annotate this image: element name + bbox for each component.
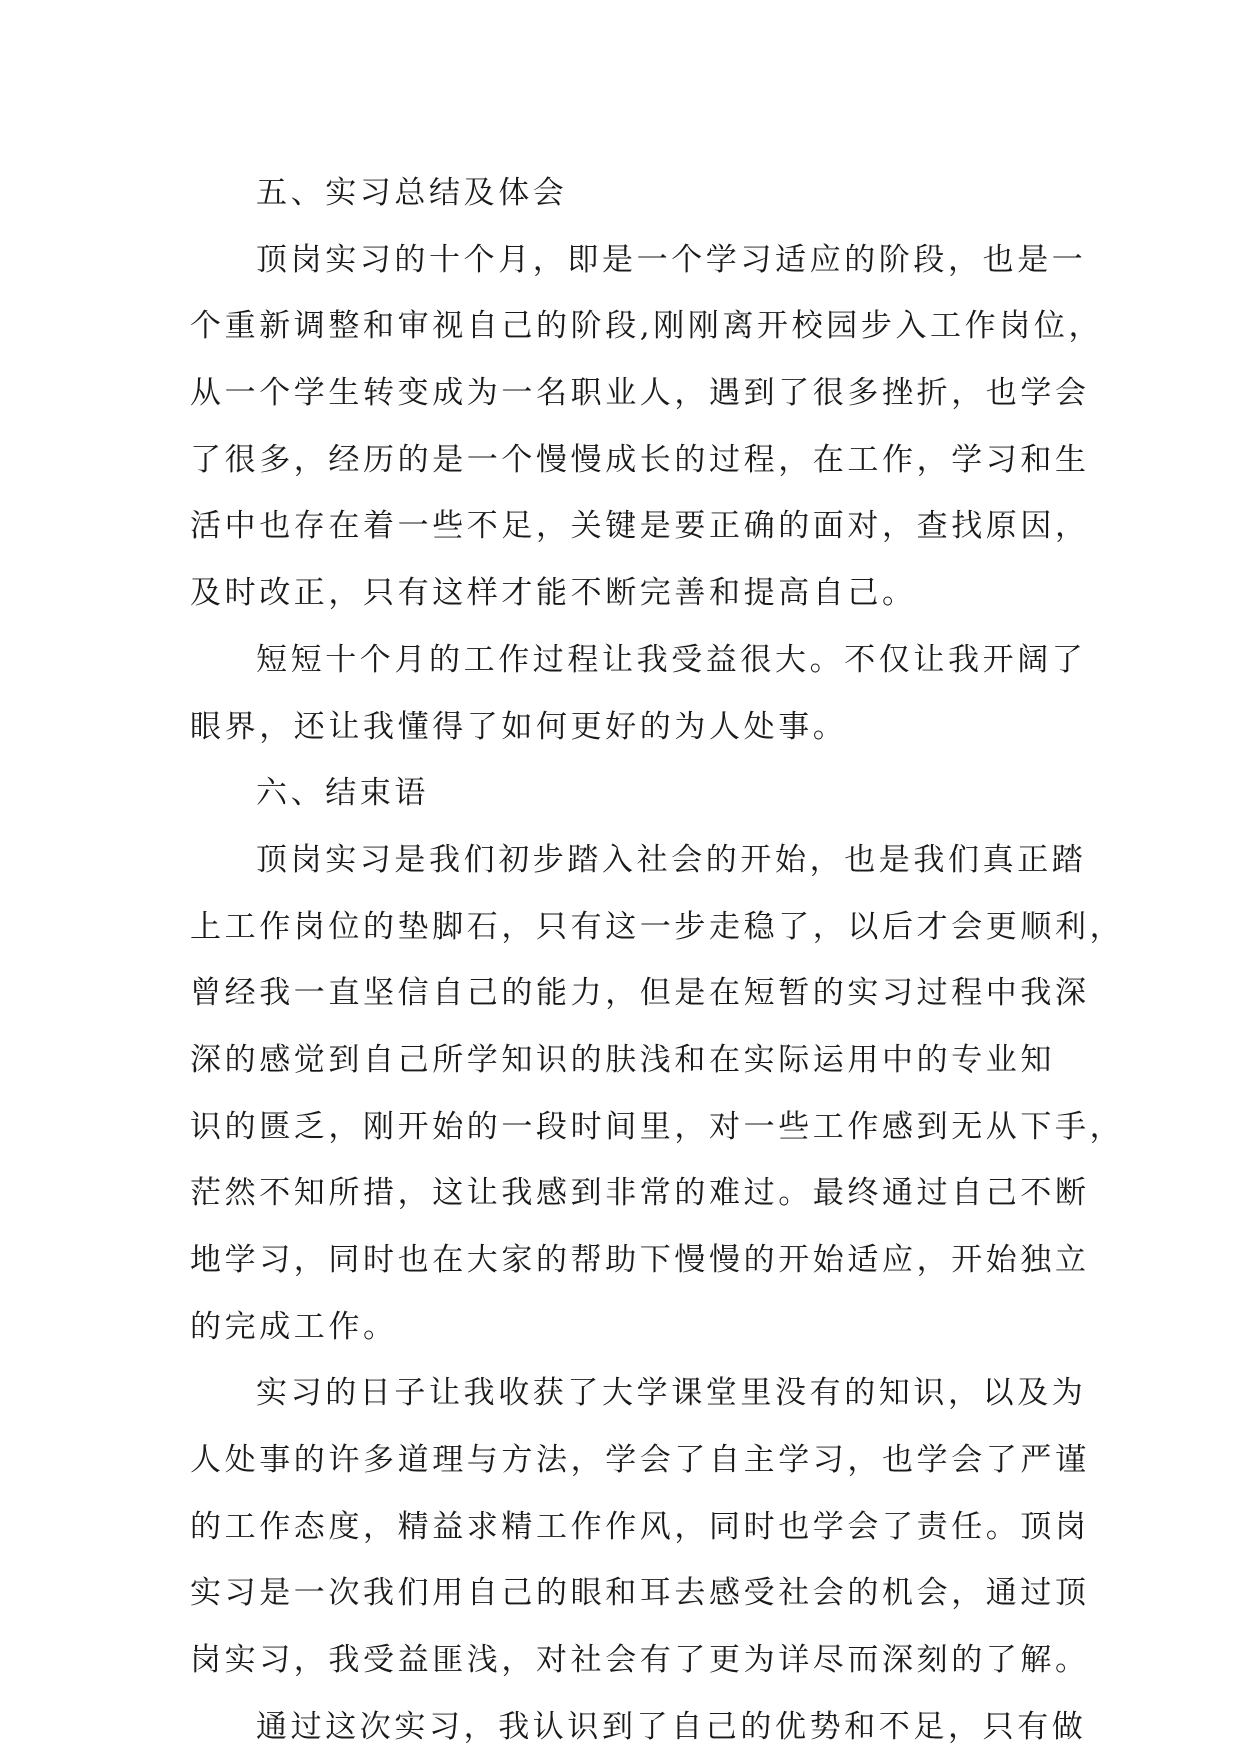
text-line: 从一个学生转变成为一名职业人，遇到了很多挫折，也学会 [190,375,1090,412]
text-line: 眼界，还让我懂得了如何更好的为人处事。 [190,708,848,745]
text-line: 上工作岗位的垫脚石，只有这一步走稳了，以后才会更顺利， [190,908,1125,945]
text-line: 个重新调整和审视自己的阶段,刚刚离开校园步入工作岗位， [190,308,1104,345]
text-line: 深的感觉到自己所学知识的肤浅和在实际运用中的专业知 [190,1041,1055,1078]
text-line: 曾经我一直坚信自己的能力，但是在短暂的实习过程中我深 [190,975,1090,1012]
text-line: 的完成工作。 [190,1308,398,1345]
text-line: 短短十个月的工作过程让我受益很大。不仅让我开阔了 [256,641,1087,678]
text-line: 识的匮乏，刚开始的一段时间里，对一些工作感到无从下手， [190,1108,1125,1145]
section-heading-conclusion: 六、结束语 [256,775,429,812]
text-line: 了很多，经历的是一个慢慢成长的过程，在工作，学习和生 [190,441,1090,478]
text-line: 人处事的许多道理与方法，学会了自主学习，也学会了严谨 [190,1442,1090,1479]
text-line: 的工作态度，精益求精工作作风，同时也学会了责任。顶岗 [190,1508,1090,1545]
text-line: 茫然不知所措，这让我感到非常的难过。最终通过自己不断 [190,1175,1090,1212]
document-body [190,160,1125,1761]
text-line: 实习是一次我们用自己的眼和耳去感受社会的机会，通过顶 [190,1575,1090,1612]
text-line: 顶岗实习是我们初步踏入社会的开始，也是我们真正踏 [256,841,1087,878]
text-line: 地学习，同时也在大家的帮助下慢慢的开始适应，开始独立 [190,1242,1090,1278]
text-line: 及时改正，只有这样才能不断完善和提高自己。 [190,575,917,612]
text-line: 岗实习，我受益匪浅，对社会有了更为详尽而深刻的了解。 [190,1642,1090,1679]
text-line: 顶岗实习的十个月，即是一个学习适应的阶段，也是一 [256,241,1087,278]
text-line: 实习的日子让我收获了大学课堂里没有的知识，以及为 [256,1375,1087,1412]
text-line: 通过这次实习，我认识到了自己的优势和不足，只有做 [256,1708,1087,1745]
text-line: 活中也存在着一些不足，关键是要正确的面对，查找原因， [190,508,1090,545]
section-heading-summary: 五、实习总结及体会 [256,175,568,211]
